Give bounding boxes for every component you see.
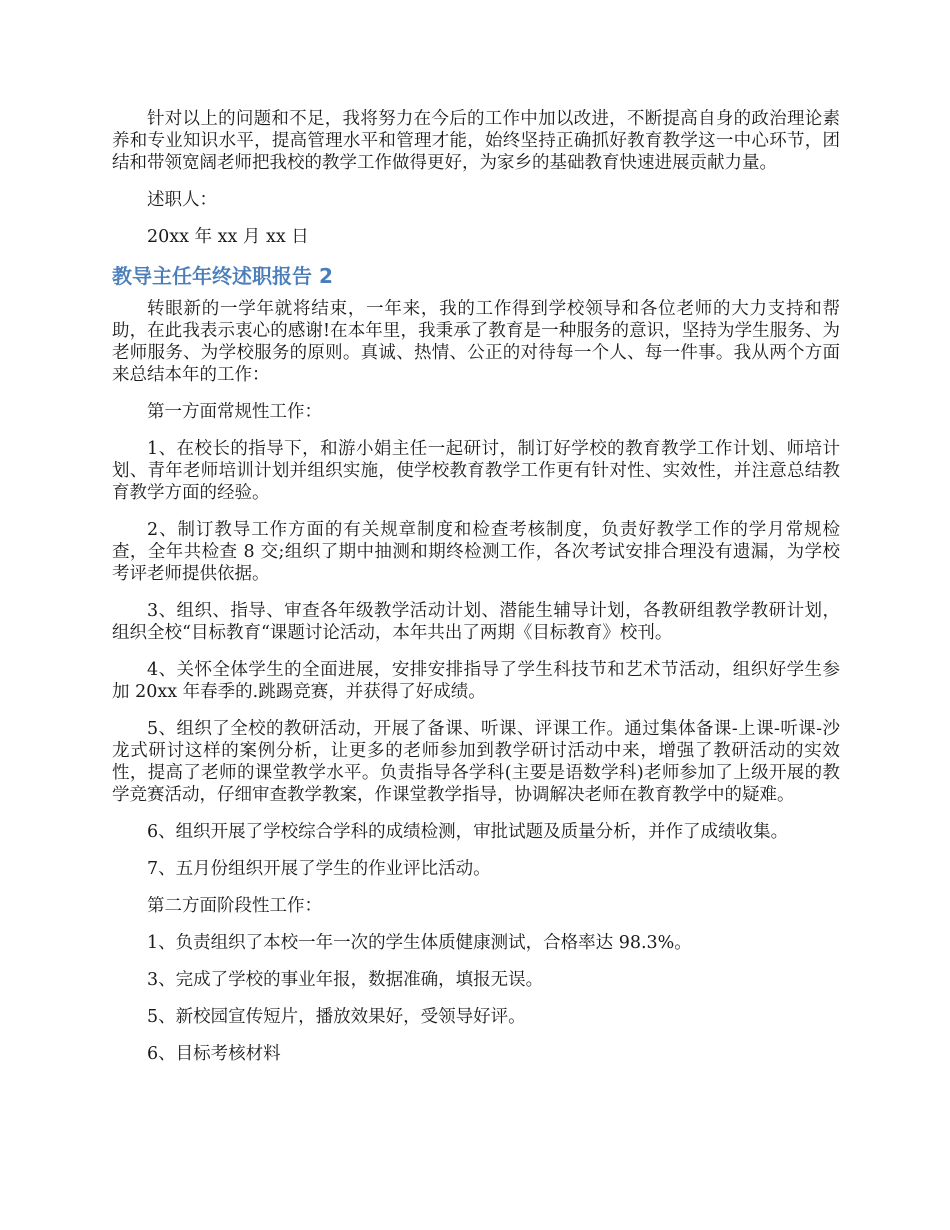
paragraph-item-6: 6、组织开展了学校综合学科的成绩检测，审批试题及质量分析，并作了成绩收集。	[147, 822, 789, 842]
paragraph-reporter: 述职人：	[147, 190, 217, 210]
paragraph-stage-item-6: 6、目标考核材料	[147, 1044, 281, 1064]
paragraph-date: 20xx 年 xx 月 xx 日	[147, 227, 309, 247]
paragraph-improvement: 针对以上的问题和不足，我将努力在今后的工作中加以改进，不断提高自身的政治理论素养和专业知识水平，提高管理水平和管理才能，始终坚持正确抓好教育教学这一中心环节，团结和带领宽阔老师把我校的教学工作做得更好，为家乡的基础教育快速进展贡献力量。	[112, 109, 840, 173]
paragraph-stage-item-1: 1、负责组织了本校一年一次的学生体质健康测试，合格率达 98.3%。	[147, 933, 692, 953]
paragraph-item-1: 1、在校长的指导下，和游小娟主任一起研讨，制订好学校的教育教学工作计划、师培计划、青年老师培训计划并组织实施，使学校教育教学工作更有针对性、实效性，并注意总结教育教学方面的经验。	[112, 439, 840, 503]
paragraph-item-4: 4、关怀全体学生的全面进展，安排安排指导了学生科技节和艺术节活动，组织好学生参加 20xx 年春季的.跳踢竞赛，并获得了好成绩。	[112, 660, 840, 702]
document-page	[112, 108, 840, 1080]
paragraph-part-two-title: 第二方面阶段性工作：	[147, 896, 322, 916]
section-heading: 教导主任年终述职报告 2	[112, 264, 333, 288]
paragraph-intro: 转眼新的一学年就将结束，一年来，我的工作得到学校领导和各位老师的大力支持和帮助，在此我表示衷心的感谢!在本年里，我秉承了教育是一种服务的意识，坚持为学生服务、为老师服务、为学校服务的原则。真诚、热情、公正的对待每一个人、每一件事。我从两个方面来总结本年的工作：	[112, 299, 840, 385]
paragraph-stage-item-5: 5、新校园宣传短片，播放效果好，受领导好评。	[147, 1007, 526, 1027]
paragraph-stage-item-3: 3、完成了学校的事业年报，数据准确，填报无误。	[147, 970, 544, 990]
paragraph-item-5: 5、组织了全校的教研活动，开展了备课、听课、评课工作。通过集体备课-上课-听课-沙龙式研讨这样的案例分析，让更多的老师参加到教学研讨活动中来，增强了教研活动的实效性，提高了老师的课堂教学水平。负责指导各学科(主要是语数学科)老师参加了上级开展的教学竞赛活动，仔细审查教学教案，作课堂教学指导，协调解决老师在教育教学中的疑难。	[112, 719, 840, 805]
paragraph-item-2: 2、制订教导工作方面的有关规章制度和检查考核制度，负责好教学工作的学月常规检查，全年共检查 8 交;组织了期中抽测和期终检测工作，各次考试安排合理没有遗漏，为学校考评老师提供依据。	[112, 520, 840, 584]
paragraph-part-one-title: 第一方面常规性工作：	[147, 402, 322, 422]
paragraph-item-3: 3、组织、指导、审查各年级教学活动计划、潜能生辅导计划，各教研组教学教研计划，组织全校“目标教育“课题讨论活动，本年共出了两期《目标教育》校刊。	[112, 601, 840, 643]
paragraph-item-7: 7、五月份组织开展了学生的作业评比活动。	[147, 859, 491, 879]
